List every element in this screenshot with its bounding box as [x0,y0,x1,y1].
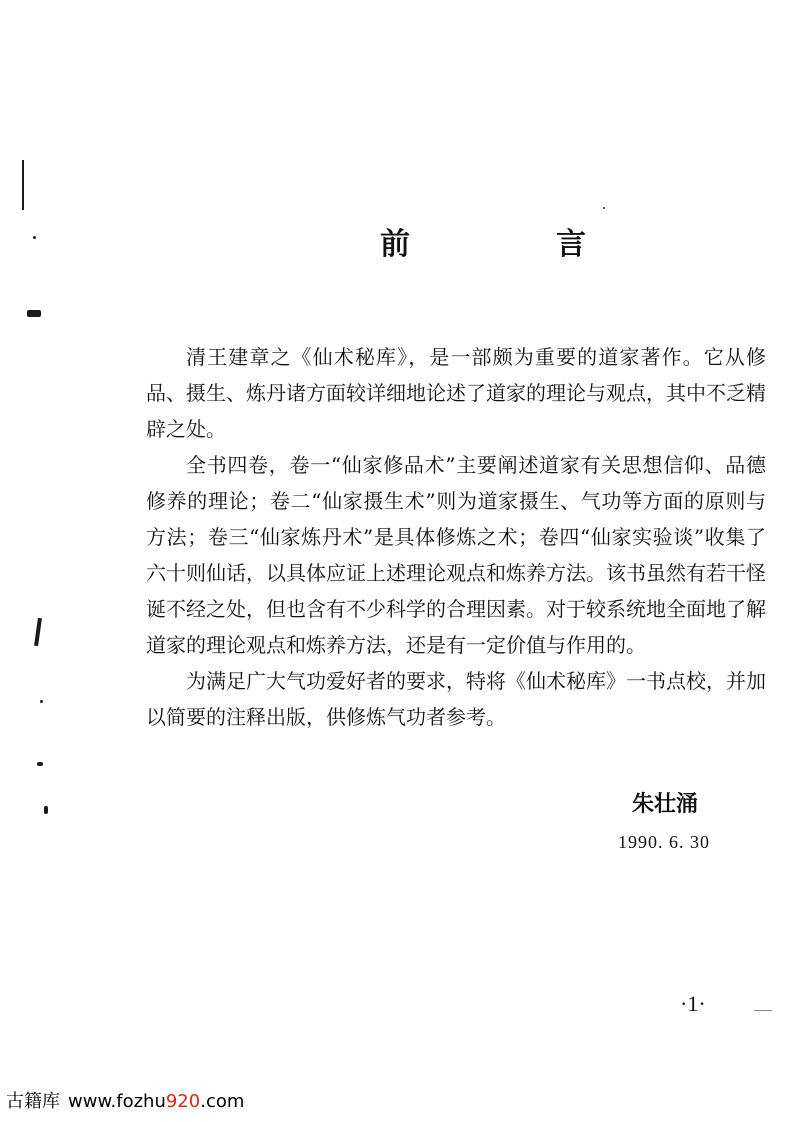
date: 1990. 6. 30 [618,832,710,852]
page-number: ·1· [680,991,706,1016]
scan-artifact [44,806,48,814]
watermark [6,1090,244,1114]
scan-artifact [22,160,24,210]
watermark-url[interactable] [68,1091,244,1112]
scan-artifact [40,700,43,703]
preface-body [146,339,766,735]
watermark-url-accent: 920 [165,1091,201,1112]
watermark-url-prefix: www.fozhu [68,1091,166,1112]
watermark-url-suffix: .com [200,1091,245,1112]
author-signature: 朱壮涌 [632,792,699,817]
page-title: 前 言 [380,227,644,262]
paragraph: 为满足广大气功爱好者的要求，特将《仙术秘库》一书点校，并加以简要的注释出版，供修炼气功者参考。 [146,669,766,729]
scan-artifact [603,207,605,209]
scan-artifact [27,310,41,317]
paragraph: 全书四卷，卷一“仙家修品术”主要阐述道家有关思想信仰、品德修养的理论；卷二“仙家摄生术”则为道家摄生、气功等方面的原则与方法；卷三“仙家炼丹术”是具体修炼之术；卷四“仙家实验谈”收集了六十则仙话，以具体应证上述理论观点和炼养方法。该书虽然有若干怪诞不经之处，但也含有不少科学的合理因素。对于较系统地全面地了解道家的理论观点和炼养方法，还是有一定价值与作用的。 [146,453,766,657]
paragraph: 清王建章之《仙术秘库》，是一部颇为重要的道家著作。它从修品、摄生、炼丹诸方面较详细地论述了道家的理论与观点，其中不乏精辟之处。 [146,345,766,441]
scan-artifact [37,762,43,766]
watermark-site-name: 古籍库 [6,1091,60,1112]
scan-artifact [34,618,42,646]
scan-artifact [33,236,36,239]
scan-artifact [754,1010,772,1011]
